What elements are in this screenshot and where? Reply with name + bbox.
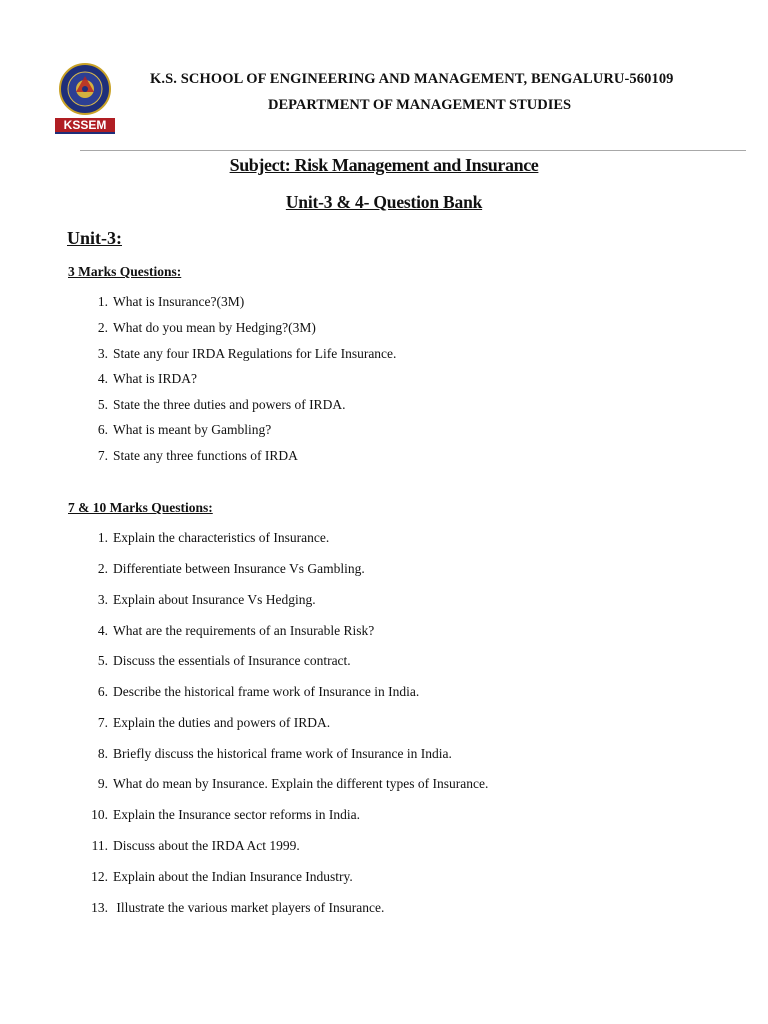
list-item: 9. What do mean by Insurance. Explain the different types of Insurance. <box>97 776 489 791</box>
kssem-logo <box>54 62 116 136</box>
unit-heading: Unit-3: <box>67 228 122 248</box>
list-item: 2. Differentiate between Insurance Vs Gambling. <box>97 561 365 576</box>
institution-name: K.S. SCHOOL OF ENGINEERING AND MANAGEMENT, BENGALURU-560109 <box>150 71 674 87</box>
list-item: 2. What do you mean by Hedging?(3M) <box>97 320 316 335</box>
list-item: 3. Explain about Insurance Vs Hedging. <box>97 592 316 607</box>
list-item: 7. State any three functions of IRDA <box>97 448 298 463</box>
list-item: 5. State the three duties and powers of IRDA. <box>97 397 346 412</box>
list-item: 11. Discuss about the IRDA Act 1999. <box>91 838 300 853</box>
list-item: 3. State any four IRDA Regulations for Life Insurance. <box>97 346 397 361</box>
list-item: 6. Describe the historical frame work of Insurance in India. <box>97 684 420 699</box>
list-item: 4. What is IRDA? <box>97 371 197 386</box>
svg-text:KSSEM: KSSEM <box>63 118 107 132</box>
header-divider <box>80 150 746 151</box>
subject-title: Subject: Risk Management and Insurance <box>229 155 539 175</box>
list-item: 1. Explain the characteristics of Insurance. <box>97 530 330 545</box>
list-item: 6. What is meant by Gambling? <box>97 422 272 437</box>
list-item: 5. Discuss the essentials of Insurance contract. <box>97 653 351 668</box>
list-item: 7. Explain the duties and powers of IRDA. <box>97 715 331 730</box>
list-item: 8. Briefly discuss the historical frame work of Insurance in India. <box>97 746 452 761</box>
list-item: 10. Explain the Insurance sector reforms in India. <box>91 807 361 822</box>
list-item: 1. What is Insurance?(3M) <box>97 294 245 309</box>
section-heading-7-10-marks: 7 & 10 Marks Questions: <box>68 500 213 515</box>
list-item: 12. Explain about the Indian Insurance Industry. <box>91 869 353 884</box>
section-heading-3-marks: 3 Marks Questions: <box>68 264 182 279</box>
question-bank-title: Unit-3 & 4- Question Bank <box>285 192 483 212</box>
department-name: DEPARTMENT OF MANAGEMENT STUDIES <box>268 97 572 113</box>
list-item: 13. Illustrate the various market players of Insurance. <box>91 900 385 915</box>
list-item: 4. What are the requirements of an Insurable Risk? <box>97 623 375 638</box>
